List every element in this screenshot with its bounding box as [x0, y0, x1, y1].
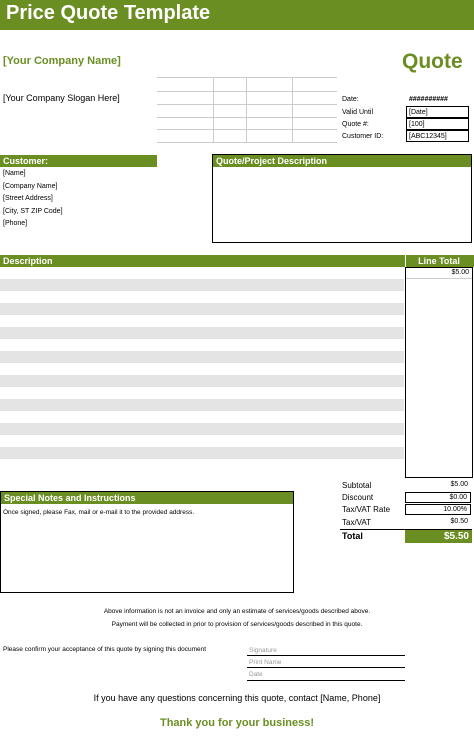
- line-total-column: [405, 267, 473, 478]
- line-total-column-header: Line Total: [418, 256, 460, 266]
- confirm-text: Please confirm your acceptance of this quote by signing this document: [3, 646, 207, 653]
- grid-line: [213, 77, 214, 142]
- subtotal-label: Subtotal: [342, 481, 372, 490]
- grid-line: [157, 91, 337, 92]
- notes-text[interactable]: Once signed, please Fax, mail or e-mail it to the provided address.: [3, 509, 195, 516]
- table-row[interactable]: [0, 399, 404, 411]
- customer-phone[interactable]: [Phone]: [3, 220, 28, 227]
- grid-line: [292, 77, 293, 142]
- table-row[interactable]: [0, 303, 404, 315]
- page-title: Price Quote Template: [6, 2, 211, 24]
- disclaimer-line-1: Above information is not an invoice and only an estimate of services/goods described above.: [103, 608, 371, 615]
- table-row[interactable]: [0, 315, 404, 327]
- table-row[interactable]: [0, 375, 404, 387]
- customer-company[interactable]: [Company Name]: [3, 183, 58, 190]
- tax-label: Tax/VAT: [342, 518, 372, 527]
- grid-line: [157, 129, 337, 130]
- thanks-text: Thank you for your business!: [159, 717, 315, 729]
- customer-street[interactable]: [Street Address]: [3, 195, 53, 202]
- date-sign-label: Date: [249, 671, 263, 678]
- grid-line: [246, 77, 247, 142]
- grid-line: [157, 77, 337, 78]
- table-row[interactable]: [0, 447, 404, 459]
- quote-number-label: Quote #:: [342, 121, 369, 128]
- total-value: $5.50: [405, 530, 472, 543]
- customer-name[interactable]: [Name]: [3, 170, 26, 177]
- customer-id-field[interactable]: [ABC12345]: [406, 130, 469, 142]
- customer-header: Customer:: [0, 155, 157, 167]
- contact-text: If you have any questions concerning this quote, contact [Name, Phone]: [93, 693, 381, 703]
- table-row[interactable]: [0, 339, 404, 351]
- discount-field[interactable]: $0.00: [405, 492, 471, 503]
- quote-heading: Quote: [402, 50, 463, 73]
- total-label: Total: [342, 531, 363, 541]
- table-row[interactable]: [0, 363, 404, 375]
- grid-line: [157, 117, 337, 118]
- description-column-header: Description: [3, 256, 53, 266]
- company-slogan[interactable]: [Your Company Slogan Here]: [3, 93, 120, 103]
- quote-number-field[interactable]: [100]: [406, 118, 469, 130]
- table-row[interactable]: [0, 411, 404, 423]
- project-description-box[interactable]: [212, 154, 472, 243]
- table-row[interactable]: [0, 267, 404, 279]
- signature-label: Signature: [249, 647, 277, 654]
- grid-line: [157, 142, 337, 143]
- table-row[interactable]: [0, 435, 404, 447]
- notes-box[interactable]: [0, 491, 294, 593]
- table-row[interactable]: [0, 291, 404, 303]
- print-name-line[interactable]: [247, 667, 405, 668]
- table-row[interactable]: [0, 387, 404, 399]
- date-value[interactable]: ##########: [409, 96, 448, 103]
- table-row[interactable]: [0, 423, 404, 435]
- grid-line: [157, 104, 337, 105]
- date-sign-line[interactable]: [247, 680, 405, 681]
- subtotal-value: $5.00: [450, 481, 468, 488]
- table-row[interactable]: [0, 459, 404, 478]
- table-row[interactable]: [0, 279, 404, 291]
- tax-value: $0.50: [450, 518, 468, 525]
- date-label: Date:: [342, 96, 359, 103]
- disclaimer-line-2: Payment will be collected in prior to provision of services/goods described in this quote.: [111, 621, 363, 628]
- valid-until-field[interactable]: [Date]: [406, 106, 469, 118]
- notes-header: Special Notes and Instructions: [1, 492, 293, 504]
- valid-until-label: Valid Until: [342, 109, 373, 116]
- customer-city[interactable]: [City, ST ZIP Code]: [3, 208, 63, 215]
- discount-label: Discount: [342, 493, 374, 502]
- customer-id-label: Customer ID:: [342, 133, 384, 140]
- items-header: [0, 255, 474, 267]
- table-row[interactable]: [0, 351, 404, 363]
- print-name-label: Print Name: [249, 659, 282, 666]
- project-description-header: Quote/Project Description: [213, 155, 471, 167]
- table-row[interactable]: [0, 327, 404, 339]
- tax-rate-field[interactable]: 10.00%: [405, 504, 471, 515]
- signature-line[interactable]: [247, 655, 405, 656]
- company-name[interactable]: [Your Company Name]: [3, 55, 121, 67]
- tax-rate-label: Tax/VAT Rate: [342, 505, 391, 514]
- line-total-cell[interactable]: $5.00: [406, 267, 472, 279]
